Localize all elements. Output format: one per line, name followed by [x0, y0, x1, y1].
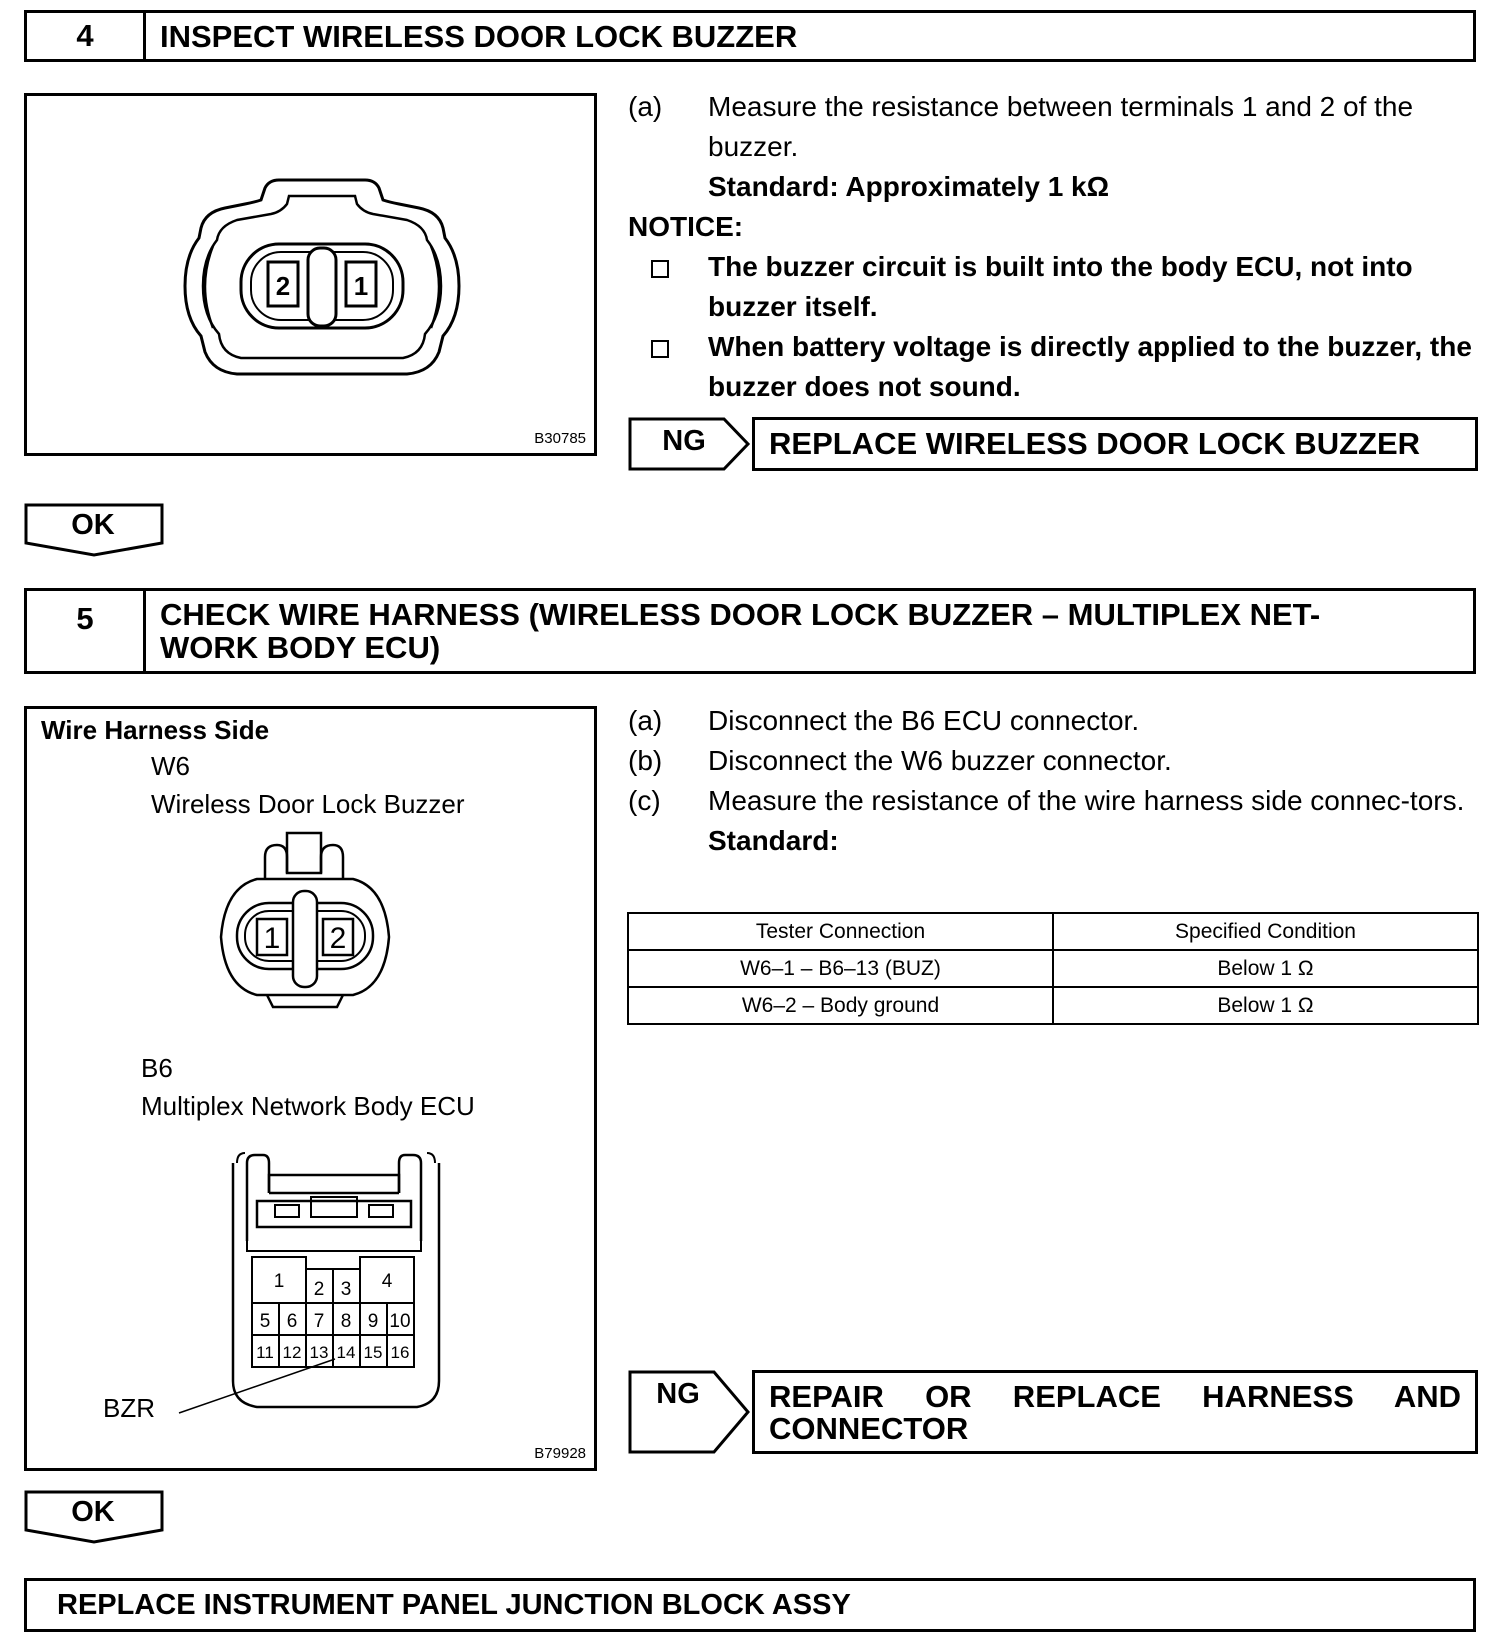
b6-terminal-7: 7 — [313, 1311, 325, 1332]
figure-code: B79928 — [534, 1445, 586, 1462]
notice-title: NOTICE: — [628, 211, 744, 242]
step-5-figure — [24, 706, 597, 1471]
notice-text: The buzzer circuit is built into the body ECU, not into buzzer itself. — [708, 251, 1413, 322]
w6-connector-diagram — [207, 827, 407, 1027]
wire-harness-heading: Wire Harness Side — [41, 715, 270, 745]
step-5-instructions — [628, 701, 1478, 861]
step-4-title: INSPECT WIRELESS DOOR LOCK BUZZER — [160, 18, 798, 54]
b6-name: Multiplex Network Body ECU — [141, 1091, 475, 1121]
item-text: Measure the resistance of the wire harness side connec-tors. — [708, 785, 1465, 816]
b6-terminal-1: 1 — [273, 1271, 285, 1292]
b6-terminal-2: 2 — [313, 1279, 325, 1300]
step-5-ng-result — [628, 1370, 1478, 1454]
figure-code: B30785 — [534, 430, 586, 447]
item-label: (a) — [628, 91, 663, 122]
w6-name: Wireless Door Lock Buzzer — [151, 789, 465, 819]
buzzer-terminal-2: 2 — [275, 271, 291, 301]
standard-text: Standard: Approximately 1 kΩ — [708, 171, 1110, 202]
w6-code: W6 — [151, 751, 190, 781]
step-4-header — [24, 10, 1476, 62]
standard-line — [628, 821, 1478, 861]
b6-terminal-13: 13 — [309, 1343, 329, 1362]
final-action: REPLACE INSTRUMENT PANEL JUNCTION BLOCK ASSY — [24, 1578, 1476, 1632]
b6-terminal-16: 16 — [390, 1343, 410, 1362]
bullet-box-icon — [651, 260, 669, 278]
table-header: Tester Connection — [628, 913, 1053, 950]
bullet-box-icon — [651, 340, 669, 358]
table-cell: Below 1 Ω — [1053, 987, 1478, 1024]
instruction-item — [628, 701, 1478, 741]
ng-action: REPLACE WIRELESS DOOR LOCK BUZZER — [752, 417, 1478, 471]
standard-text: Standard: — [708, 825, 839, 856]
ng-label: NG — [662, 425, 706, 457]
ok-label: OK — [71, 509, 115, 541]
instruction-item — [628, 781, 1478, 821]
bzr-label: BZR — [103, 1393, 155, 1423]
notice-item — [628, 327, 1478, 407]
table-header: Specified Condition — [1053, 913, 1478, 950]
notice-text: When battery voltage is directly applied to the buzzer, the buzzer does not sound. — [708, 331, 1472, 402]
b6-terminal-15: 15 — [363, 1343, 383, 1362]
step-5-title: CHECK WIRE HARNESS (WIRELESS DOOR LOCK BUZZER – MULTIPLEX NET-WORK BODY ECU) — [160, 597, 1321, 665]
ng-label: NG — [656, 1378, 700, 1410]
b6-code: B6 — [141, 1053, 173, 1083]
notice-item — [628, 247, 1478, 327]
b6-terminal-9: 9 — [367, 1311, 379, 1332]
instruction-item — [628, 87, 1478, 167]
b6-terminal-4: 4 — [381, 1271, 393, 1292]
b6-terminal-3: 3 — [340, 1279, 352, 1300]
b6-terminal-10: 10 — [389, 1311, 411, 1332]
step-5-ok-tab — [24, 1490, 164, 1549]
item-label: (c) — [628, 785, 661, 816]
item-text: Disconnect the W6 buzzer connector. — [708, 745, 1172, 776]
step-4-number: 4 — [27, 13, 146, 59]
ng-arrow — [628, 1370, 752, 1454]
step-4-ok-tab — [24, 503, 164, 562]
b6-terminal-8: 8 — [340, 1311, 352, 1332]
step-4-figure — [24, 93, 597, 456]
b6-terminal-5: 5 — [259, 1311, 271, 1332]
table-header-row — [628, 913, 1478, 950]
table-cell: W6–2 – Body ground — [628, 987, 1053, 1024]
step-5-header — [24, 588, 1476, 674]
buzzer-connector-diagram — [27, 96, 594, 453]
ng-action: REPAIR OR REPLACE HARNESS AND CONNECTOR — [752, 1370, 1478, 1454]
w6-terminal-1: 1 — [263, 922, 281, 955]
ng-arrow — [628, 417, 752, 471]
b6-terminal-6: 6 — [286, 1311, 298, 1332]
table-cell: Below 1 Ω — [1053, 950, 1478, 987]
standard-line — [628, 167, 1478, 207]
item-label: (a) — [628, 705, 663, 736]
b6-terminal-12: 12 — [282, 1343, 302, 1362]
instruction-item — [628, 741, 1478, 781]
ok-label: OK — [71, 1496, 115, 1528]
table-cell: W6–1 – B6–13 (BUZ) — [628, 950, 1053, 987]
step-4-ng-result — [628, 417, 1478, 471]
step-5-number: 5 — [27, 591, 146, 671]
step-4-instructions — [628, 87, 1478, 407]
table-row — [628, 987, 1478, 1024]
item-label: (b) — [628, 745, 663, 776]
b6-terminal-14: 14 — [336, 1343, 356, 1362]
w6-terminal-2: 2 — [329, 922, 347, 955]
item-text: Measure the resistance between terminals 1 and 2 of the buzzer. — [708, 91, 1414, 162]
item-text: Disconnect the B6 ECU connector. — [708, 705, 1140, 736]
buzzer-terminal-1: 1 — [353, 271, 369, 301]
b6-terminal-11: 11 — [256, 1343, 274, 1362]
spec-table — [627, 912, 1479, 1025]
table-row — [628, 950, 1478, 987]
